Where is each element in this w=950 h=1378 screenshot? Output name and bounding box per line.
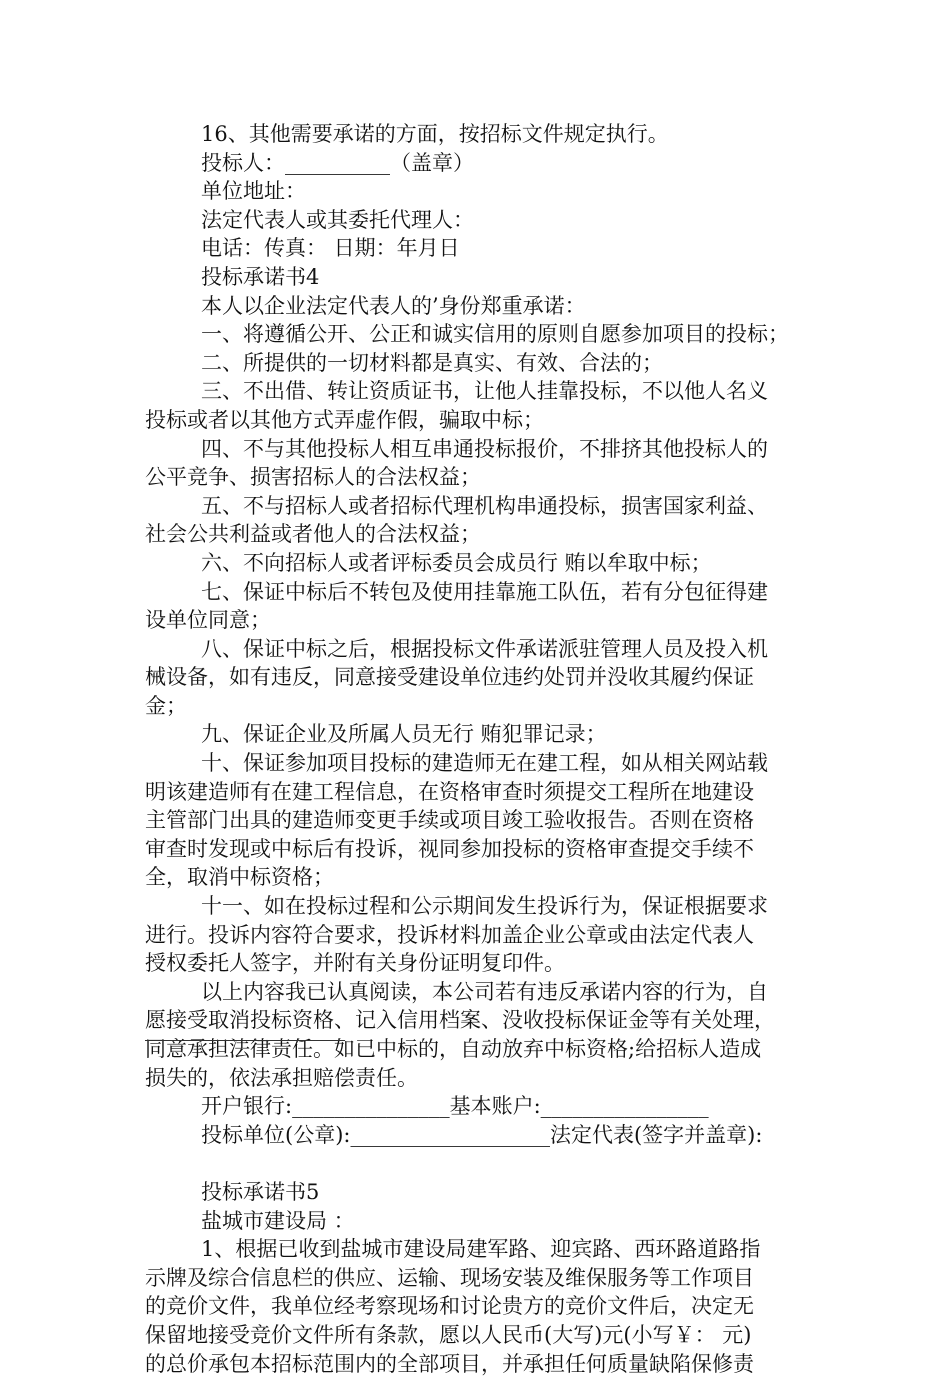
text-line: 设单位同意； — [145, 608, 271, 633]
text-line: 一、将遵循公开、公正和诚实信用的原则自愿参加项目的投标； — [201, 322, 789, 347]
text-line: 以上内容我已认真阅读，本公司若有违反承诺内容的行为，自 — [201, 979, 768, 1004]
text-line: 示牌及综合信息栏的供应、运输、现场安装及维保服务等工作项目 — [145, 1265, 754, 1290]
text-line: 保留地接受竞价文件所有条款，愿以人民币(大写)元(小写￥： 元) — [145, 1322, 752, 1347]
text-line: 械设备，如有违反，同意接受建设单位违约处罚并没收其履约保证 — [145, 665, 754, 690]
text-line: 金； — [145, 693, 187, 718]
text-line: 投标人：__________（盖章） — [201, 150, 474, 175]
text-line: 四、不与其他投标人相互串通投标报价，不排挤其他投标人的 — [201, 436, 768, 461]
text-line: 社会公共利益或者他人的合法权益； — [145, 522, 481, 547]
text-line: 八、保证中标之后，根据投标文件承诺派驻管理人员及投入机 — [201, 636, 768, 661]
text-line: 授权委托人签字，并附有关身份证明复印件。 — [145, 951, 565, 976]
blank-line — [145, 1149, 817, 1178]
text-line: 愿接受取消投标资格、记入信用档案、没收投标保证金等有关处理， — [145, 1008, 775, 1033]
text-line: 三、不出借、转让资质证书，让他人挂靠投标，不以他人名义 — [201, 379, 768, 404]
text-line: 本人以企业法定代表人的’身份郑重承诺： — [201, 293, 586, 318]
text-line: 十、保证参加项目投标的建造师无在建工程，如从相关网站载 — [201, 751, 768, 776]
text-line: 十一、如在投标过程和公示期间发生投诉行为，保证根据要求 — [201, 894, 768, 919]
section-title: 投标承诺书4 — [201, 264, 320, 289]
text-line: 1、根据已收到盐城市建设局建军路、迎宾路、西环路道路指 — [201, 1237, 761, 1262]
text-line: 进行。投诉内容符合要求，投诉材料加盖企业公章或由法定代表人 — [145, 922, 754, 947]
document-body — [145, 120, 817, 1378]
text-line: 二、所提供的一切材料都是真实、有效、合法的； — [201, 350, 663, 375]
text-line: 损失的，依法承担赔偿责任。 — [145, 1065, 418, 1090]
text-line: 法定代表人或其委托代理人： — [201, 207, 474, 232]
text-line: 16、其他需要承诺的方面，按招标文件规定执行。 — [201, 122, 669, 146]
text-line: 投标或者以其他方式弄虚作假，骗取中标； — [145, 407, 544, 432]
text-line: 七、保证中标后不转包及使用挂靠施工队伍，若有分包征得建 — [201, 579, 768, 604]
text-line: 五、不与招标人或者招标代理机构串通投标，损害国家利益、 — [201, 493, 768, 518]
text-line: 开户银行:_______________基本账户:________________ — [201, 1094, 709, 1119]
signature-underline — [145, 1040, 345, 1041]
text-line: 投标单位(公章):___________________法定代表(签字并盖章): — [201, 1122, 763, 1147]
text-line: 全，取消中标资格； — [145, 865, 334, 890]
text-line: 审查时发现或中标后有投诉，视同参加投标的资格审查提交手续不 — [145, 836, 754, 861]
text-line: 盐城市建设局 ： — [201, 1208, 355, 1233]
text-line: 公平竞争、损害招标人的合法权益； — [145, 465, 481, 490]
text-line: 九、保证企业及所属人员无行 贿犯罪记录； — [201, 722, 607, 747]
section-title: 投标承诺书5 — [201, 1179, 320, 1204]
text-line: 同意承担法律责任。如已中标的，自动放弃中标资格;给招标人造成 — [145, 1037, 762, 1061]
text-line: 的总价承包本招标范围内的全部项目，并承担任何质量缺陷保修责 — [145, 1351, 754, 1376]
text-line: 电话：传真： 日期：年月日 — [201, 236, 460, 261]
text-line: 的竞价文件，我单位经考察现场和讨论贵方的竞价文件后，决定无 — [145, 1294, 754, 1319]
text-line: 明该建造师有在建工程信息，在资格审查时须提交工程所在地建设 — [145, 779, 754, 804]
text-line: 六、不向招标人或者评标委员会成员行 贿以牟取中标； — [201, 550, 712, 575]
text-line: 单位地址： — [201, 179, 306, 204]
text-line: 主管部门出具的建造师变更手续或项目竣工验收报告。否则在资格 — [145, 808, 754, 833]
